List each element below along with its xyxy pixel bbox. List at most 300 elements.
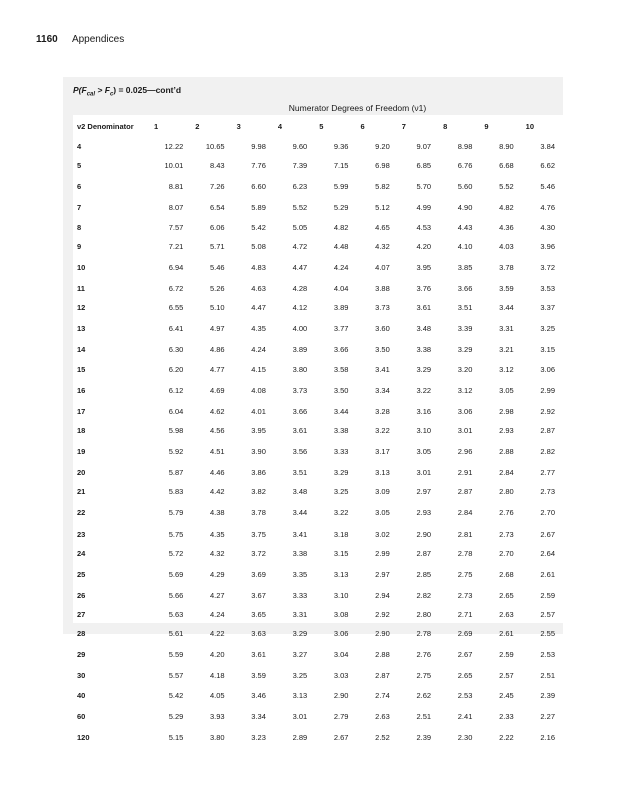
- denominator-cell: 10: [77, 262, 86, 272]
- value-cell: 3.85: [457, 262, 473, 272]
- value-cell: 5.52: [499, 182, 514, 192]
- value-cell: 2.80: [499, 487, 514, 497]
- value-cell: 5.87: [168, 468, 184, 478]
- value-cell: 7.21: [168, 241, 184, 251]
- header-row: [73, 115, 563, 137]
- value-cell: 3.25: [333, 487, 349, 497]
- value-cell: 6.98: [375, 161, 390, 171]
- table-row: [73, 360, 563, 379]
- values-table: [73, 115, 563, 747]
- value-cell: 2.22: [499, 732, 514, 742]
- value-cell: 2.96: [457, 447, 473, 457]
- value-cell: 3.01: [457, 425, 473, 435]
- value-cell: 3.06: [457, 406, 473, 416]
- value-cell: 3.69: [251, 569, 266, 579]
- value-cell: 3.29: [333, 468, 349, 478]
- value-cell: 3.53: [540, 284, 555, 294]
- value-cell: 3.44: [292, 508, 308, 518]
- value-cell: 2.88: [499, 447, 514, 457]
- value-cell: 2.91: [457, 468, 473, 478]
- column-header: 8: [443, 121, 448, 131]
- value-cell: 4.20: [416, 241, 432, 251]
- value-cell: 3.67: [251, 590, 266, 600]
- denominator-cell: 15: [77, 364, 86, 374]
- column-header: 9: [484, 121, 489, 131]
- value-cell: 3.50: [375, 345, 390, 355]
- denominator-cell: 26: [77, 590, 86, 600]
- value-cell: 5.29: [168, 711, 184, 721]
- value-cell: 3.66: [292, 406, 308, 416]
- denominator-cell: 120: [77, 732, 90, 742]
- value-cell: 3.59: [251, 671, 266, 681]
- value-cell: 5.26: [209, 284, 225, 294]
- value-cell: 3.03: [333, 671, 349, 681]
- table-row: [73, 137, 563, 156]
- value-cell: 3.93: [209, 711, 225, 721]
- value-cell: 4.35: [209, 529, 225, 539]
- value-cell: 4.77: [209, 364, 225, 374]
- value-cell: 2.84: [457, 508, 473, 518]
- value-cell: 2.74: [375, 690, 390, 700]
- value-cell: 3.77: [333, 324, 349, 334]
- value-cell: 3.86: [251, 468, 266, 478]
- value-cell: 2.78: [457, 548, 473, 558]
- value-cell: 4.97: [209, 324, 225, 334]
- value-cell: 5.83: [168, 487, 184, 497]
- value-cell: 2.67: [540, 529, 555, 539]
- value-cell: 2.63: [375, 711, 390, 721]
- value-cell: 3.46: [251, 690, 266, 700]
- table-row: [73, 686, 563, 705]
- value-cell: 3.05: [416, 447, 432, 457]
- value-cell: 2.75: [457, 569, 473, 579]
- table-row: [73, 256, 563, 279]
- value-cell: 2.45: [499, 690, 514, 700]
- value-cell: 5.71: [209, 241, 225, 251]
- value-cell: 4.29: [209, 569, 225, 579]
- value-cell: 2.73: [457, 590, 473, 600]
- value-cell: 2.89: [292, 732, 308, 742]
- value-cell: 2.51: [540, 671, 555, 681]
- value-cell: 2.68: [499, 569, 514, 579]
- value-cell: 3.44: [499, 303, 514, 313]
- value-cell: 2.61: [499, 629, 514, 639]
- value-cell: 3.29: [457, 345, 473, 355]
- value-cell: 3.95: [416, 262, 432, 272]
- denominator-cell: 6: [77, 182, 82, 192]
- value-cell: 4.99: [416, 203, 432, 213]
- value-cell: 4.63: [251, 284, 266, 294]
- value-cell: 5.79: [168, 508, 184, 518]
- value-cell: 8.98: [457, 142, 473, 152]
- denominator-cell: 25: [77, 569, 86, 579]
- value-cell: 6.23: [292, 182, 308, 192]
- denominator-cell: 21: [77, 487, 86, 497]
- denominator-cell: 8: [77, 222, 82, 232]
- table-row: [73, 175, 563, 198]
- value-cell: 2.99: [540, 385, 555, 395]
- denominator-cell: 24: [77, 548, 86, 558]
- table-row: [73, 563, 563, 586]
- value-cell: 3.20: [457, 364, 473, 374]
- denominator-cell: 28: [77, 629, 86, 639]
- value-cell: 4.72: [292, 241, 308, 251]
- value-cell: 6.94: [168, 262, 184, 272]
- denominator-cell: 13: [77, 324, 86, 334]
- table-row: [73, 544, 563, 563]
- value-cell: 4.76: [540, 203, 555, 213]
- table-caption: $P(F_{cal} > F_c)$ = 0.025—cont’d: [73, 85, 182, 98]
- value-cell: 6.54: [209, 203, 225, 213]
- value-cell: 3.38: [416, 345, 432, 355]
- value-cell: 6.76: [457, 161, 473, 171]
- value-cell: 3.15: [540, 345, 555, 355]
- value-cell: 3.48: [292, 487, 308, 497]
- value-cell: 4.83: [251, 262, 266, 272]
- section-title: Appendices: [71, 34, 125, 45]
- value-cell: 9.60: [292, 142, 308, 152]
- value-cell: 5.99: [333, 182, 349, 192]
- value-cell: 4.20: [209, 650, 225, 660]
- value-cell: 4.82: [333, 222, 349, 232]
- value-cell: 3.02: [375, 529, 390, 539]
- value-cell: 3.31: [499, 324, 514, 334]
- value-cell: 2.81: [457, 529, 473, 539]
- value-cell: 3.75: [251, 529, 266, 539]
- value-cell: 4.47: [292, 262, 308, 272]
- value-cell: 2.76: [416, 650, 432, 660]
- value-cell: 2.52: [375, 732, 390, 742]
- denominator-cell: 5: [77, 161, 82, 171]
- value-cell: 3.44: [333, 406, 349, 416]
- value-cell: 4.08: [251, 385, 266, 395]
- value-cell: 3.06: [540, 364, 555, 374]
- value-cell: 2.73: [540, 487, 555, 497]
- value-cell: 3.17: [375, 447, 390, 457]
- value-cell: 5.59: [168, 650, 184, 660]
- numerator-group-header: Numerator Degrees of Freedom (ν1): [288, 103, 427, 113]
- value-cell: 4.38: [209, 508, 225, 518]
- page-header: [36, 34, 124, 45]
- value-cell: 3.41: [375, 364, 390, 374]
- value-cell: 6.12: [168, 385, 184, 395]
- value-cell: 5.52: [292, 203, 308, 213]
- value-cell: 3.22: [333, 508, 349, 518]
- value-cell: 2.41: [457, 711, 473, 721]
- value-cell: 3.41: [292, 529, 308, 539]
- value-cell: 4.82: [499, 203, 514, 213]
- denominator-cell: 18: [77, 425, 86, 435]
- table-rows: [73, 137, 563, 747]
- value-cell: 5.92: [168, 447, 184, 457]
- table-row: [73, 482, 563, 501]
- value-cell: 5.46: [540, 182, 555, 192]
- value-cell: 2.87: [540, 425, 555, 435]
- value-cell: 4.05: [209, 690, 225, 700]
- value-cell: 2.39: [540, 690, 555, 700]
- value-cell: 3.12: [457, 385, 473, 395]
- value-cell: 5.46: [209, 262, 225, 272]
- value-cell: 2.67: [457, 650, 473, 660]
- table-row: [73, 728, 563, 747]
- value-cell: 4.03: [499, 241, 514, 251]
- value-cell: 2.51: [416, 711, 432, 721]
- value-cell: 5.82: [375, 182, 390, 192]
- value-cell: 3.80: [292, 364, 308, 374]
- value-cell: 3.82: [251, 487, 266, 497]
- value-cell: 4.15: [251, 364, 266, 374]
- value-cell: 3.66: [457, 284, 473, 294]
- value-cell: 2.84: [499, 468, 514, 478]
- value-cell: 5.66: [168, 590, 184, 600]
- column-header: 1: [154, 121, 159, 131]
- value-cell: 2.59: [540, 590, 555, 600]
- value-cell: 8.43: [209, 161, 225, 171]
- denominator-cell: 23: [77, 529, 86, 539]
- value-cell: 3.51: [292, 468, 308, 478]
- value-cell: 2.70: [499, 548, 514, 558]
- value-cell: 3.01: [416, 468, 432, 478]
- value-cell: 6.60: [251, 182, 266, 192]
- value-cell: 3.21: [499, 345, 514, 355]
- value-cell: 3.78: [251, 508, 266, 518]
- value-cell: 6.20: [168, 364, 184, 374]
- value-cell: 2.61: [540, 569, 555, 579]
- value-cell: 2.33: [499, 711, 514, 721]
- value-cell: 5.42: [251, 222, 266, 232]
- value-cell: 3.61: [251, 650, 266, 660]
- value-cell: 12.22: [164, 142, 184, 152]
- value-cell: 2.63: [499, 610, 514, 620]
- value-cell: 2.90: [375, 629, 390, 639]
- table-row: [73, 402, 563, 421]
- value-cell: 9.98: [251, 142, 266, 152]
- value-cell: 3.13: [292, 690, 308, 700]
- value-cell: 6.30: [168, 345, 184, 355]
- value-cell: 3.61: [416, 303, 432, 313]
- value-cell: 3.25: [292, 671, 308, 681]
- value-cell: 5.60: [457, 182, 473, 192]
- value-cell: 3.38: [292, 548, 308, 558]
- value-cell: 3.39: [457, 324, 473, 334]
- value-cell: 2.53: [540, 650, 555, 660]
- value-cell: 6.06: [209, 222, 225, 232]
- value-cell: 4.30: [540, 222, 555, 232]
- value-cell: 6.04: [168, 406, 184, 416]
- value-cell: 5.57: [168, 671, 184, 681]
- denominator-cell: 9: [77, 241, 82, 251]
- value-cell: 3.12: [499, 364, 514, 374]
- denominator-cell: 20: [77, 468, 86, 478]
- value-cell: 2.64: [540, 548, 555, 558]
- value-cell: 7.76: [251, 161, 266, 171]
- value-cell: 4.90: [457, 203, 473, 213]
- denominator-cell: 30: [77, 671, 86, 681]
- f-distribution-table: [63, 77, 563, 742]
- value-cell: 4.32: [375, 241, 390, 251]
- value-cell: 3.66: [333, 345, 349, 355]
- column-header: 3: [236, 121, 241, 131]
- value-cell: 2.59: [499, 650, 514, 660]
- table-row: [73, 421, 563, 440]
- denominator-cell: 4: [77, 142, 82, 152]
- value-cell: 3.31: [292, 610, 308, 620]
- denominator-cell: 19: [77, 447, 86, 457]
- value-cell: 6.72: [168, 284, 184, 294]
- value-cell: 4.51: [209, 447, 225, 457]
- value-cell: 5.12: [375, 203, 390, 213]
- value-cell: 4.12: [292, 303, 308, 313]
- column-header: 2: [195, 121, 200, 131]
- value-cell: 5.61: [168, 629, 184, 639]
- value-cell: 4.24: [333, 262, 349, 272]
- table-row: [73, 624, 563, 643]
- value-cell: 4.24: [251, 345, 266, 355]
- table-row: [73, 524, 563, 543]
- value-cell: 8.81: [168, 182, 184, 192]
- table-row: [73, 298, 563, 317]
- table-row: [73, 156, 563, 175]
- value-cell: 2.87: [375, 671, 390, 681]
- value-cell: 3.58: [333, 364, 349, 374]
- value-cell: 4.07: [375, 262, 390, 272]
- value-cell: 2.39: [416, 732, 432, 742]
- value-cell: 6.68: [499, 161, 514, 171]
- value-cell: 2.27: [540, 711, 555, 721]
- column-header: 10: [525, 121, 535, 131]
- value-cell: 2.69: [457, 629, 473, 639]
- page-number: 1160: [36, 34, 58, 45]
- value-cell: 3.10: [416, 425, 432, 435]
- value-cell: 4.65: [375, 222, 390, 232]
- value-cell: 3.65: [251, 610, 266, 620]
- value-cell: 2.57: [499, 671, 514, 681]
- value-cell: 2.99: [375, 548, 390, 558]
- value-cell: 3.60: [375, 324, 390, 334]
- value-cell: 3.48: [416, 324, 432, 334]
- value-cell: 2.97: [375, 569, 390, 579]
- value-cell: 2.93: [416, 508, 432, 518]
- table-row: [73, 666, 563, 685]
- table-row: [73, 198, 563, 217]
- value-cell: 2.93: [499, 425, 514, 435]
- value-cell: 3.15: [333, 548, 349, 558]
- value-cell: 3.61: [292, 425, 308, 435]
- value-cell: 3.35: [292, 569, 308, 579]
- table-body-panel: [73, 115, 563, 742]
- value-cell: 3.13: [375, 468, 390, 478]
- value-cell: 3.73: [292, 385, 308, 395]
- value-cell: 3.95: [251, 425, 266, 435]
- value-cell: 2.87: [457, 487, 473, 497]
- value-cell: 2.82: [540, 447, 555, 457]
- value-cell: 2.90: [416, 529, 432, 539]
- value-cell: 5.75: [168, 529, 184, 539]
- value-cell: 4.32: [209, 548, 225, 558]
- table-row: [73, 463, 563, 482]
- value-cell: 3.29: [292, 629, 308, 639]
- value-cell: 5.72: [168, 548, 184, 558]
- value-cell: 4.43: [457, 222, 473, 232]
- value-cell: 4.01: [251, 406, 266, 416]
- value-cell: 3.16: [416, 406, 432, 416]
- value-cell: 2.53: [457, 690, 473, 700]
- value-cell: 2.65: [499, 590, 514, 600]
- value-cell: 2.82: [416, 590, 432, 600]
- value-cell: 3.50: [333, 385, 349, 395]
- value-cell: 4.62: [209, 406, 225, 416]
- value-cell: 2.16: [540, 732, 555, 742]
- value-cell: 3.33: [333, 447, 349, 457]
- value-cell: 2.57: [540, 610, 555, 620]
- value-cell: 4.53: [416, 222, 432, 232]
- value-cell: 9.07: [416, 142, 432, 152]
- value-cell: 3.27: [292, 650, 308, 660]
- table-row: [73, 379, 563, 402]
- value-cell: 3.06: [333, 629, 349, 639]
- value-cell: 2.73: [499, 529, 514, 539]
- value-cell: 5.69: [168, 569, 184, 579]
- value-cell: 4.04: [333, 284, 349, 294]
- value-cell: 7.39: [292, 161, 308, 171]
- value-cell: 4.36: [499, 222, 514, 232]
- table-row: [73, 317, 563, 340]
- value-cell: 3.34: [251, 711, 266, 721]
- denominator-cell: 17: [77, 406, 86, 416]
- value-cell: 5.08: [251, 241, 266, 251]
- denominator-cell: 27: [77, 610, 86, 620]
- value-cell: 3.80: [209, 732, 225, 742]
- table-row: [73, 237, 563, 256]
- value-cell: 4.69: [209, 385, 225, 395]
- denominator-cell: 11: [77, 284, 85, 294]
- value-cell: 3.72: [540, 262, 555, 272]
- denominator-cell: 14: [77, 345, 86, 355]
- value-cell: 7.15: [333, 161, 349, 171]
- value-cell: 4.42: [209, 487, 225, 497]
- value-cell: 2.65: [457, 671, 473, 681]
- value-cell: 4.10: [457, 241, 473, 251]
- value-cell: 4.47: [251, 303, 266, 313]
- value-cell: 3.25: [540, 324, 555, 334]
- value-cell: 3.05: [375, 508, 390, 518]
- value-cell: 2.98: [499, 406, 514, 416]
- table-row: [73, 586, 563, 605]
- value-cell: 2.77: [540, 468, 555, 478]
- table-row: [73, 440, 563, 463]
- value-cell: 3.84: [540, 142, 555, 152]
- value-cell: 8.07: [168, 203, 184, 213]
- value-cell: 10.01: [164, 161, 184, 171]
- value-cell: 3.34: [375, 385, 390, 395]
- value-cell: 4.46: [209, 468, 225, 478]
- denominator-cell: 29: [77, 650, 86, 660]
- value-cell: 3.01: [292, 711, 308, 721]
- value-cell: 3.78: [499, 262, 514, 272]
- value-cell: 4.24: [209, 610, 225, 620]
- value-cell: 5.63: [168, 610, 184, 620]
- value-cell: 5.42: [168, 690, 184, 700]
- value-cell: 5.98: [168, 425, 184, 435]
- value-cell: 3.56: [292, 447, 308, 457]
- value-cell: 3.88: [375, 284, 390, 294]
- value-cell: 5.70: [416, 182, 432, 192]
- denominator-cell: 22: [77, 508, 86, 518]
- value-cell: 3.22: [416, 385, 432, 395]
- value-cell: 5.10: [209, 303, 225, 313]
- value-cell: 3.10: [333, 590, 349, 600]
- value-cell: 3.38: [333, 425, 349, 435]
